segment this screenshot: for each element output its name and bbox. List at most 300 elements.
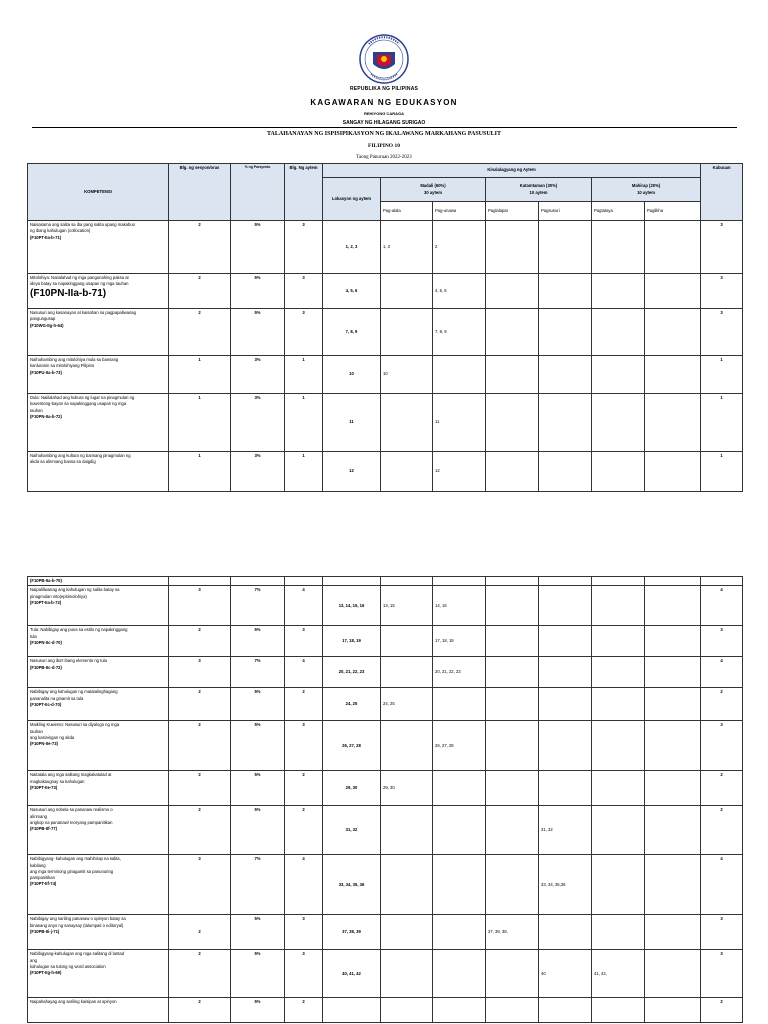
remember-cell bbox=[381, 626, 433, 657]
competency-text: Nabibigay ang sariling pananaw o opinyon batay sa bbox=[30, 916, 126, 922]
understand-cell bbox=[433, 855, 486, 915]
create-cell bbox=[645, 221, 701, 274]
competency-cell bbox=[28, 721, 169, 771]
sessions-cell: 1 bbox=[169, 356, 231, 394]
competency-text: ideya batay sa napakinggang usapan ng mga tauhan bbox=[30, 281, 129, 287]
location-cell: 40, 41, 42 bbox=[323, 950, 381, 998]
table-cell bbox=[701, 577, 743, 586]
competency-code: (F10PT-IIe-73) bbox=[30, 784, 58, 790]
average-label: Katamtaman (30%) bbox=[519, 183, 558, 189]
header-understand: Pag-unawa bbox=[433, 202, 486, 221]
competency-text: Naitatala ang mga salitang magkakatulad at bbox=[30, 772, 112, 778]
easy-label: Madali (60%) bbox=[420, 183, 446, 189]
competency-code: (F10PT-IIf-74) bbox=[30, 881, 57, 887]
remember-cell: 1, 3 bbox=[381, 221, 433, 274]
competency-code: (F10PN-IIe-73) bbox=[30, 741, 58, 747]
competency-code: (F10PT-IIa-b-71) bbox=[30, 234, 62, 240]
header-create: Paglikha bbox=[645, 202, 701, 221]
percent-cell: 3% bbox=[231, 452, 285, 492]
competency-text: akda sa alinmang bansa sa daigdig bbox=[30, 459, 96, 465]
percent-cell: 7% bbox=[231, 586, 285, 626]
items-cell: 4 bbox=[285, 657, 323, 688]
understand-cell: 2 bbox=[433, 221, 486, 274]
competency-cell bbox=[28, 950, 169, 998]
remember-cell: 10 bbox=[381, 356, 433, 394]
remember-cell: 29, 30 bbox=[381, 771, 433, 806]
table-row bbox=[28, 626, 743, 657]
sessions-cell: 3 bbox=[169, 855, 231, 915]
location-cell: 13, 14, 15, 16 bbox=[323, 586, 381, 626]
competency-text: magkakaugnay sa kahulugan bbox=[30, 778, 85, 784]
competency-text: Nasusuri ang iba't ibang elemento ng tula bbox=[30, 658, 107, 664]
competency-cell bbox=[28, 452, 169, 492]
specification-table-page2 bbox=[27, 576, 743, 1023]
header-easy bbox=[381, 178, 486, 202]
header-hard bbox=[592, 178, 701, 202]
table-row bbox=[28, 998, 743, 1023]
evaluate-cell bbox=[592, 274, 645, 309]
remember-cell bbox=[381, 452, 433, 492]
remember-cell bbox=[381, 309, 433, 356]
total-cell: 2 bbox=[701, 688, 743, 721]
remember-cell bbox=[381, 721, 433, 771]
analyze-cell bbox=[539, 771, 592, 806]
items-cell: 1 bbox=[285, 394, 323, 452]
understand-cell bbox=[433, 950, 486, 998]
table-row bbox=[28, 221, 743, 274]
apply-cell bbox=[486, 394, 539, 452]
understand-cell: 26, 27, 28 bbox=[433, 721, 486, 771]
percent-cell: 3% bbox=[231, 394, 285, 452]
items-cell: 3 bbox=[285, 309, 323, 356]
subject-label: FILIPINO 10 bbox=[368, 143, 400, 149]
create-cell bbox=[645, 394, 701, 452]
percent-cell: 5% bbox=[231, 771, 285, 806]
evaluate-cell bbox=[592, 855, 645, 915]
understand-cell bbox=[433, 998, 486, 1023]
create-cell bbox=[645, 950, 701, 998]
competency-text: pananalita na ginamit sa tula bbox=[30, 695, 84, 701]
evaluate-cell: 41, 42, bbox=[592, 950, 645, 998]
competency-text: Nabibigyang-kahulugan ang mga salitang di lantad bbox=[30, 951, 125, 957]
create-cell bbox=[645, 688, 701, 721]
competency-cell bbox=[28, 915, 169, 950]
create-cell bbox=[645, 771, 701, 806]
location-cell: 20, 21, 22, 23 bbox=[323, 657, 381, 688]
competency-cell bbox=[28, 657, 169, 688]
items-cell: 3 bbox=[285, 221, 323, 274]
total-cell: 3 bbox=[701, 721, 743, 771]
apply-cell bbox=[486, 309, 539, 356]
analyze-cell bbox=[539, 221, 592, 274]
location-cell bbox=[323, 998, 381, 1023]
remember-cell bbox=[381, 394, 433, 452]
understand-cell bbox=[433, 688, 486, 721]
total-cell: 4 bbox=[701, 855, 743, 915]
hard-count: 10 aytem bbox=[637, 189, 655, 195]
header-divider bbox=[32, 127, 737, 128]
competency-text: ang mga terminong ginagamit sa panunuring bbox=[30, 868, 114, 874]
remember-cell bbox=[381, 657, 433, 688]
header-evaluate: Pagtataya bbox=[592, 202, 645, 221]
sessions-cell: 2 bbox=[169, 806, 231, 855]
competency-text: pampanitikan bbox=[30, 875, 55, 881]
understand-cell: 4, 5, 6 bbox=[433, 274, 486, 309]
table-row bbox=[28, 394, 743, 452]
table-cell bbox=[285, 577, 323, 586]
evaluate-cell bbox=[592, 586, 645, 626]
total-cell: 3 bbox=[701, 915, 743, 950]
percent-cell: 5% bbox=[231, 626, 285, 657]
total-cell: 2 bbox=[701, 806, 743, 855]
competency-text: pangungusap bbox=[30, 316, 56, 322]
items-cell: 1 bbox=[285, 452, 323, 492]
competency-text: Naisasama ang salita sa iba pang salita upang makabuo bbox=[30, 222, 135, 227]
table-row bbox=[28, 586, 743, 626]
understand-cell: 14, 16 bbox=[433, 586, 486, 626]
evaluate-cell bbox=[592, 356, 645, 394]
create-cell bbox=[645, 586, 701, 626]
competency-code: (F10PN-IIa-b-71) bbox=[30, 287, 107, 299]
analyze-cell: 40 bbox=[539, 950, 592, 998]
competency-cell bbox=[28, 855, 169, 915]
understand-cell: 12 bbox=[433, 452, 486, 492]
analyze-cell: 31, 32 bbox=[539, 806, 592, 855]
percent-cell: 5% bbox=[231, 274, 285, 309]
deped-seal-logo bbox=[359, 34, 409, 84]
total-cell: 1 bbox=[701, 356, 743, 394]
percent-cell: 5% bbox=[231, 688, 285, 721]
analyze-cell bbox=[539, 688, 592, 721]
percent-cell: 5% bbox=[231, 721, 285, 771]
competency-text: pinagmulan nito(epitimolohiya) bbox=[30, 593, 87, 599]
table-row bbox=[28, 721, 743, 771]
evaluate-cell bbox=[592, 309, 645, 356]
total-cell: 3 bbox=[701, 626, 743, 657]
location-cell: 26, 27, 28 bbox=[323, 721, 381, 771]
analyze-cell bbox=[539, 274, 592, 309]
location-cell: 29, 30 bbox=[323, 771, 381, 806]
competency-code: (F10PT-IIc-d-70) bbox=[30, 701, 62, 707]
apply-cell bbox=[486, 657, 539, 688]
apply-cell bbox=[486, 998, 539, 1023]
table-row bbox=[28, 356, 743, 394]
header-location: Lokasyon ng aytem bbox=[323, 178, 381, 221]
sessions-cell: 2 bbox=[169, 274, 231, 309]
competency-text: Naipaliliwanag ang kahulugan ng salita batay sa bbox=[30, 587, 120, 593]
items-cell: 2 bbox=[285, 806, 323, 855]
apply-cell bbox=[486, 626, 539, 657]
table-row bbox=[28, 452, 743, 492]
lead-code: (F10PB-IIa-b-75) bbox=[28, 577, 169, 586]
table-row bbox=[28, 806, 743, 855]
table-cell bbox=[231, 577, 285, 586]
average-count: 10 aytem bbox=[529, 189, 548, 195]
understand-cell bbox=[433, 806, 486, 855]
location-cell: 10 bbox=[323, 356, 381, 394]
school-year-label: Taong Panuruan 2022-2023 bbox=[356, 155, 412, 160]
competency-text: binasang anyo ng sanaysay (talumpati o editoryal) bbox=[30, 922, 124, 928]
competency-cell bbox=[28, 626, 169, 657]
remember-cell: 24, 25 bbox=[381, 688, 433, 721]
understand-cell: 7, 8, 9 bbox=[433, 309, 486, 356]
sessions-cell: 2 bbox=[169, 688, 231, 721]
competency-code: (F10PU-IIa-b-73) bbox=[30, 369, 62, 375]
total-cell: 2 bbox=[701, 771, 743, 806]
create-cell bbox=[645, 657, 701, 688]
division-label: SANGAY NG HILAGANG SURIGAO bbox=[342, 120, 426, 126]
sessions-cell: 1 bbox=[169, 394, 231, 452]
table-row bbox=[28, 309, 743, 356]
sessions-cell: 2 bbox=[169, 221, 231, 274]
competency-text: alinmang bbox=[30, 813, 47, 819]
apply-cell bbox=[486, 806, 539, 855]
items-cell: 3 bbox=[285, 274, 323, 309]
items-cell: 4 bbox=[285, 586, 323, 626]
table-row bbox=[28, 950, 743, 998]
competency-cell bbox=[28, 688, 169, 721]
header-items: Blg. Ng aytem bbox=[285, 164, 323, 221]
header-total: Kabuuan bbox=[701, 164, 743, 221]
understand-cell bbox=[433, 915, 486, 950]
total-cell: 2 bbox=[701, 998, 743, 1023]
competency-text: Nasusuri ang nobela sa pananaw realismo o bbox=[30, 807, 113, 813]
table-cell bbox=[433, 577, 486, 586]
competency-text: Mitolohiya: NaiIalahad ng mga pangunahing paksa at bbox=[30, 275, 129, 280]
analyze-cell bbox=[539, 586, 592, 626]
remember-cell bbox=[381, 806, 433, 855]
items-cell: 4 bbox=[285, 855, 323, 915]
location-cell: 12 bbox=[323, 452, 381, 492]
evaluate-cell bbox=[592, 394, 645, 452]
header-placement: Kinalalagyang ng Aytem bbox=[323, 164, 701, 178]
percent-cell: 5% bbox=[231, 309, 285, 356]
table-row bbox=[28, 657, 743, 688]
apply-cell bbox=[486, 452, 539, 492]
competency-text: Nasusuri ang kasanayan at kaisahan sa pagpapaliwanag bbox=[30, 310, 136, 315]
apply-cell bbox=[486, 721, 539, 771]
understand-cell bbox=[433, 356, 486, 394]
remember-cell bbox=[381, 950, 433, 998]
sessions-cell: 2 bbox=[169, 950, 231, 998]
location-cell: 17, 18, 19 bbox=[323, 626, 381, 657]
items-cell: 3 bbox=[285, 721, 323, 771]
table-row bbox=[28, 771, 743, 806]
understand-cell bbox=[433, 771, 486, 806]
analyze-cell bbox=[539, 452, 592, 492]
competency-code: (F10PB-IIf-77) bbox=[30, 826, 57, 832]
header-remember: Pag-alala bbox=[381, 202, 433, 221]
total-cell: 3 bbox=[701, 274, 743, 309]
total-cell: 4 bbox=[701, 657, 743, 688]
location-cell: 24, 25 bbox=[323, 688, 381, 721]
apply-cell bbox=[486, 356, 539, 394]
analyze-cell bbox=[539, 915, 592, 950]
create-cell bbox=[645, 452, 701, 492]
apply-cell bbox=[486, 950, 539, 998]
items-cell: 3 bbox=[285, 950, 323, 998]
table-row bbox=[28, 855, 743, 915]
table-cell bbox=[169, 577, 231, 586]
competency-text: Nabibigay ang kahulugan ng matatalinghagang bbox=[30, 689, 118, 695]
competency-cell bbox=[28, 806, 169, 855]
table-cell bbox=[323, 577, 381, 586]
analyze-cell bbox=[539, 394, 592, 452]
competency-code: (F10WG-IIg-h-64) bbox=[30, 322, 64, 328]
items-cell: 2 bbox=[285, 771, 323, 806]
apply-cell bbox=[486, 221, 539, 274]
percent-cell: 5% bbox=[231, 998, 285, 1023]
header-analyze: Pagsusuri bbox=[539, 202, 592, 221]
competency-text: tauhan bbox=[30, 728, 43, 734]
total-cell: 3 bbox=[701, 221, 743, 274]
table-cell bbox=[645, 577, 701, 586]
header-percent: % ng Pursyento bbox=[231, 164, 285, 221]
total-cell: 4 bbox=[701, 586, 743, 626]
apply-cell bbox=[486, 855, 539, 915]
apply-cell: 37, 38, 39, bbox=[486, 915, 539, 950]
competency-text: Nabibigyang- kahulugan ang mahihirap na salita, bbox=[30, 856, 121, 862]
easy-count: 30 aytem bbox=[424, 189, 442, 195]
analyze-cell bbox=[539, 356, 592, 394]
department-label: KAGAWARAN NG EDUKASYON bbox=[310, 98, 458, 107]
create-cell bbox=[645, 915, 701, 950]
republic-label: REPUBLIKA NG PILIPINAS bbox=[349, 86, 419, 92]
total-cell: 1 bbox=[701, 452, 743, 492]
competency-text: angkop na pananaw/ teoryang pampanitikan bbox=[30, 819, 113, 825]
percent-cell: 5% bbox=[231, 806, 285, 855]
percent-cell: 5% bbox=[231, 915, 285, 950]
location-cell: 11 bbox=[323, 394, 381, 452]
hard-label: Mahirap (20%) bbox=[631, 183, 661, 189]
sessions-cell: 3 bbox=[169, 586, 231, 626]
percent-cell: 5% bbox=[231, 221, 285, 274]
evaluate-cell bbox=[592, 626, 645, 657]
create-cell bbox=[645, 806, 701, 855]
header-apply: Paglalapat bbox=[486, 202, 539, 221]
sessions-cell: 1 bbox=[169, 452, 231, 492]
competency-text: tula bbox=[30, 633, 37, 639]
analyze-cell: 33, 34, 35,36 bbox=[539, 855, 592, 915]
competency-cell bbox=[28, 998, 169, 1023]
remember-cell bbox=[381, 274, 433, 309]
items-cell: 3 bbox=[285, 915, 323, 950]
evaluate-cell bbox=[592, 657, 645, 688]
apply-cell bbox=[486, 771, 539, 806]
table-cell bbox=[539, 577, 592, 586]
sessions-cell: 2 bbox=[169, 998, 231, 1023]
competency-text: Naipahahayag ang sariling kaisipan at opinyon bbox=[30, 999, 117, 1005]
items-cell: 1 bbox=[285, 356, 323, 394]
evaluate-cell bbox=[592, 998, 645, 1023]
sessions-cell: 2 bbox=[169, 771, 231, 806]
create-cell bbox=[645, 998, 701, 1023]
remember-cell bbox=[381, 855, 433, 915]
competency-text: Maikling Kuwento: Nasusuri sa diyalogo ng mga bbox=[30, 722, 120, 728]
create-cell bbox=[645, 309, 701, 356]
location-cell: 7, 8, 9 bbox=[323, 309, 381, 356]
items-cell: 2 bbox=[285, 688, 323, 721]
understand-cell: 11 bbox=[433, 394, 486, 452]
analyze-cell bbox=[539, 998, 592, 1023]
table-row bbox=[28, 915, 743, 950]
competency-code: (F10PN-IIa-b-72) bbox=[30, 413, 62, 419]
competency-code: (F10PB-IIc-d-72) bbox=[30, 664, 62, 670]
competency-text: ng ibang kahulugan (collocation) bbox=[30, 228, 91, 234]
location-cell: 4, 5, 6 bbox=[323, 274, 381, 309]
total-cell: 1 bbox=[701, 394, 743, 452]
create-cell bbox=[645, 855, 701, 915]
competency-text: kahulugan sa tulong ng word association bbox=[30, 963, 106, 969]
competency-cell bbox=[28, 394, 169, 452]
competency-cell bbox=[28, 309, 169, 356]
evaluate-cell bbox=[592, 721, 645, 771]
apply-cell bbox=[486, 274, 539, 309]
competency-text: Naihahambing ang mitolohiya mula sa bansang bbox=[30, 357, 119, 362]
competency-text: Tula: Nabibigay ang puna sa estilo ng napakinggang bbox=[30, 627, 128, 633]
competency-cell bbox=[28, 274, 169, 309]
header-average bbox=[486, 178, 592, 202]
evaluate-cell bbox=[592, 221, 645, 274]
apply-cell bbox=[486, 688, 539, 721]
total-cell: 3 bbox=[701, 950, 743, 998]
competency-text: ang bbox=[30, 957, 37, 963]
create-cell bbox=[645, 721, 701, 771]
sessions-cell: 2 bbox=[169, 309, 231, 356]
sessions-cell: 2 bbox=[169, 626, 231, 657]
competency-code: (F10PT-IIg-h-69) bbox=[30, 970, 62, 976]
analyze-cell bbox=[539, 657, 592, 688]
competency-text: Naihahambing ang kultura ng bansang pinagmulan ng bbox=[30, 453, 131, 458]
remember-cell bbox=[381, 915, 433, 950]
apply-cell bbox=[486, 586, 539, 626]
evaluate-cell bbox=[592, 771, 645, 806]
competency-text: kabilang bbox=[30, 862, 46, 868]
evaluate-cell bbox=[592, 806, 645, 855]
table-cell bbox=[592, 577, 645, 586]
competency-cell bbox=[28, 356, 169, 394]
header-sessions: Blg. ng sesyon/oras bbox=[169, 164, 231, 221]
evaluate-cell bbox=[592, 915, 645, 950]
analyze-cell bbox=[539, 309, 592, 356]
remember-cell bbox=[381, 998, 433, 1023]
competency-text: ang kasiningan ng akda bbox=[30, 734, 75, 740]
total-cell: 3 bbox=[701, 309, 743, 356]
location-cell: 31, 32 bbox=[323, 806, 381, 855]
location-cell: 33, 34, 35, 36 bbox=[323, 855, 381, 915]
specification-table-page1 bbox=[27, 163, 743, 492]
percent-cell: 7% bbox=[231, 855, 285, 915]
competency-code: (F10PB-IIi-j-71) bbox=[30, 928, 60, 934]
create-cell bbox=[645, 356, 701, 394]
document-title: TALAHANAYAN NG ISPISIPIKASYON NG IKALAWANG MARKAHANG PASUSULIT bbox=[266, 131, 502, 137]
percent-cell: 5% bbox=[231, 950, 285, 998]
create-cell bbox=[645, 626, 701, 657]
competency-text: kuwentong-bayan sa napakinggang usapan ng mga bbox=[30, 401, 127, 407]
competency-text: tauhan bbox=[30, 407, 43, 413]
evaluate-cell bbox=[592, 688, 645, 721]
page-gap bbox=[0, 520, 768, 576]
analyze-cell bbox=[539, 721, 592, 771]
percent-cell: 7% bbox=[231, 657, 285, 688]
understand-cell: 20, 21, 22, 23 bbox=[433, 657, 486, 688]
sessions-cell: 2 bbox=[169, 721, 231, 771]
location-cell: 1, 2, 3 bbox=[323, 221, 381, 274]
competency-code: (F10PN-IIc-d-70) bbox=[30, 639, 62, 645]
competency-text: Dula: Naiilalahad ang kultura ng lugar na pinagmulan ng bbox=[30, 395, 135, 400]
competency-code: (F10PT-IIa-b-72) bbox=[30, 599, 62, 605]
understand-cell: 17, 18, 19 bbox=[433, 626, 486, 657]
